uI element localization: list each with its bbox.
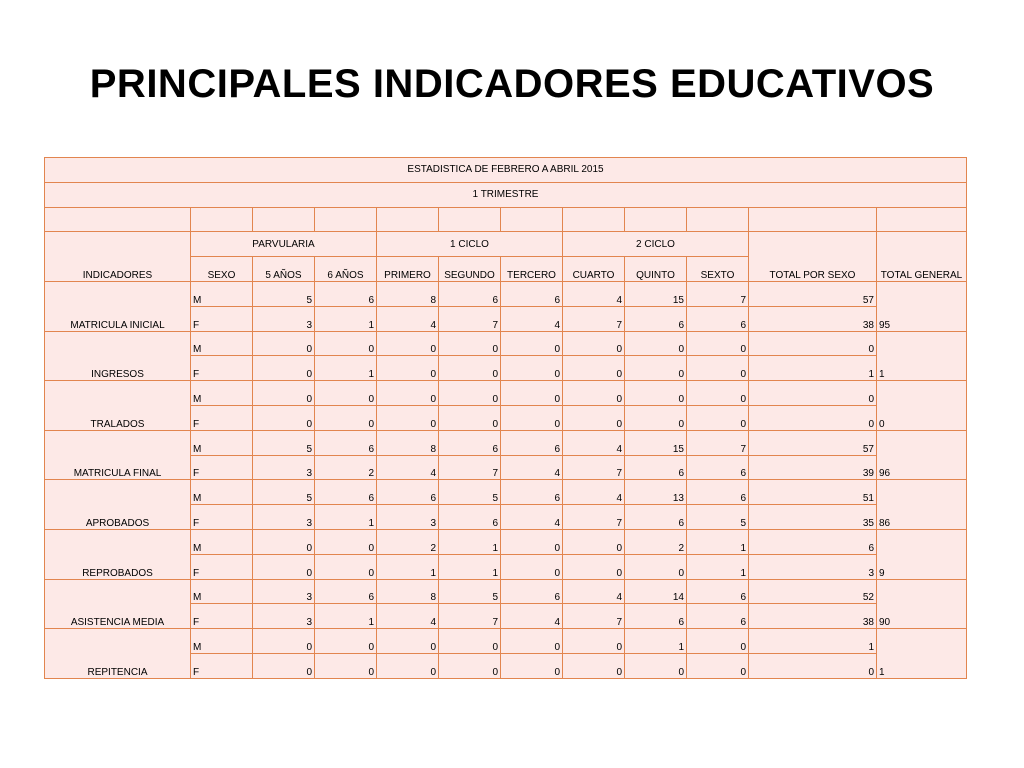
sex-cell: F: [191, 554, 253, 579]
total-general-cell: 86: [877, 480, 967, 530]
value-cell: 0: [563, 356, 625, 381]
value-cell: 0: [625, 653, 687, 678]
value-cell: 3: [253, 455, 315, 480]
value-cell: 8: [377, 430, 439, 455]
group-parvularia: PARVULARIA: [191, 232, 377, 257]
value-cell: 0: [253, 653, 315, 678]
value-cell: 0: [501, 653, 563, 678]
indicator-name: MATRICULA INICIAL: [45, 281, 191, 331]
value-cell: 6: [687, 455, 749, 480]
value-cell: 7: [439, 455, 501, 480]
header-cuarto: CUARTO: [563, 257, 625, 282]
sex-cell: M: [191, 529, 253, 554]
header-primero: PRIMERO: [377, 257, 439, 282]
value-cell: 6: [439, 505, 501, 530]
value-cell: 0: [439, 356, 501, 381]
sex-cell: F: [191, 604, 253, 629]
value-cell: 7: [563, 455, 625, 480]
value-cell: 14: [625, 579, 687, 604]
value-cell: 1: [687, 529, 749, 554]
value-cell: 6: [315, 579, 377, 604]
value-cell: 7: [563, 505, 625, 530]
value-cell: 6: [315, 281, 377, 306]
total-by-sex-cell: 6: [749, 529, 877, 554]
sex-cell: M: [191, 281, 253, 306]
total-by-sex-cell: 57: [749, 281, 877, 306]
value-cell: 6: [687, 604, 749, 629]
value-cell: 0: [625, 356, 687, 381]
table-row: [45, 480, 967, 505]
value-cell: 0: [439, 405, 501, 430]
value-cell: 0: [625, 381, 687, 406]
total-general-cell: 1: [877, 629, 967, 679]
value-cell: 1: [315, 604, 377, 629]
value-cell: 0: [563, 554, 625, 579]
sex-cell: F: [191, 356, 253, 381]
value-cell: 0: [687, 653, 749, 678]
value-cell: 4: [377, 604, 439, 629]
value-cell: 0: [625, 331, 687, 356]
indicator-name: TRALADOS: [45, 381, 191, 431]
value-cell: 6: [377, 480, 439, 505]
header-total-sexo: TOTAL POR SEXO: [749, 232, 877, 282]
value-cell: 0: [253, 529, 315, 554]
total-by-sex-cell: 52: [749, 579, 877, 604]
header-segundo: SEGUNDO: [439, 257, 501, 282]
value-cell: 0: [315, 405, 377, 430]
total-general-cell: 95: [877, 281, 967, 331]
value-cell: 0: [253, 629, 315, 654]
value-cell: 6: [687, 306, 749, 331]
value-cell: 15: [625, 430, 687, 455]
value-cell: 1: [315, 505, 377, 530]
value-cell: 0: [253, 405, 315, 430]
total-by-sex-cell: 0: [749, 653, 877, 678]
value-cell: 6: [501, 480, 563, 505]
stat-header: ESTADISTICA DE FEBRERO A ABRIL 2015: [45, 158, 967, 183]
indicator-name: MATRICULA FINAL: [45, 430, 191, 480]
value-cell: 5: [253, 430, 315, 455]
value-cell: 0: [315, 381, 377, 406]
value-cell: 6: [439, 430, 501, 455]
value-cell: 0: [687, 629, 749, 654]
value-cell: 4: [563, 430, 625, 455]
value-cell: 0: [501, 529, 563, 554]
value-cell: 5: [253, 480, 315, 505]
total-general-cell: 0: [877, 381, 967, 431]
value-cell: 3: [377, 505, 439, 530]
period-header: 1 TRIMESTRE: [45, 182, 967, 207]
value-cell: 8: [377, 579, 439, 604]
value-cell: 0: [253, 331, 315, 356]
indicator-name: REPITENCIA: [45, 629, 191, 679]
sex-cell: F: [191, 306, 253, 331]
total-by-sex-cell: 51: [749, 480, 877, 505]
total-general-cell: 96: [877, 430, 967, 480]
value-cell: 0: [377, 381, 439, 406]
total-by-sex-cell: 3: [749, 554, 877, 579]
value-cell: 0: [501, 629, 563, 654]
sex-cell: M: [191, 430, 253, 455]
value-cell: 0: [253, 356, 315, 381]
value-cell: 1: [625, 629, 687, 654]
header-indicadores: INDICADORES: [45, 232, 191, 282]
value-cell: 5: [687, 505, 749, 530]
value-cell: 0: [315, 653, 377, 678]
total-by-sex-cell: 1: [749, 629, 877, 654]
indicators-table: [44, 157, 967, 679]
value-cell: 6: [315, 430, 377, 455]
value-cell: 6: [501, 281, 563, 306]
group-ciclo2: 2 CICLO: [563, 232, 749, 257]
value-cell: 6: [625, 505, 687, 530]
value-cell: 0: [625, 554, 687, 579]
value-cell: 0: [501, 554, 563, 579]
header-tercero: TERCERO: [501, 257, 563, 282]
value-cell: 8: [377, 281, 439, 306]
value-cell: 0: [687, 331, 749, 356]
header-6-anos: 6 AÑOS: [315, 257, 377, 282]
value-cell: 3: [253, 306, 315, 331]
value-cell: 0: [563, 629, 625, 654]
total-by-sex-cell: 57: [749, 430, 877, 455]
sex-cell: M: [191, 331, 253, 356]
total-by-sex-cell: 39: [749, 455, 877, 480]
value-cell: 6: [625, 306, 687, 331]
table-row: [45, 331, 967, 356]
value-cell: 0: [315, 629, 377, 654]
value-cell: 5: [439, 579, 501, 604]
value-cell: 6: [625, 455, 687, 480]
header-sexto: SEXTO: [687, 257, 749, 282]
value-cell: 0: [687, 356, 749, 381]
sex-cell: F: [191, 405, 253, 430]
value-cell: 3: [253, 579, 315, 604]
value-cell: 1: [439, 554, 501, 579]
value-cell: 0: [253, 381, 315, 406]
value-cell: 4: [501, 455, 563, 480]
indicator-name: APROBADOS: [45, 480, 191, 530]
header-5-anos: 5 AÑOS: [253, 257, 315, 282]
value-cell: 0: [439, 381, 501, 406]
value-cell: 6: [625, 604, 687, 629]
indicator-name: REPROBADOS: [45, 529, 191, 579]
table-row: [45, 430, 967, 455]
value-cell: 2: [625, 529, 687, 554]
value-cell: 0: [625, 405, 687, 430]
header-sexo: SEXO: [191, 257, 253, 282]
value-cell: 0: [377, 405, 439, 430]
value-cell: 13: [625, 480, 687, 505]
value-cell: 7: [439, 604, 501, 629]
sex-cell: F: [191, 653, 253, 678]
total-general-cell: 90: [877, 579, 967, 629]
value-cell: 7: [563, 604, 625, 629]
sex-cell: M: [191, 480, 253, 505]
sex-cell: F: [191, 455, 253, 480]
total-general-cell: 1: [877, 331, 967, 381]
value-cell: 7: [687, 281, 749, 306]
value-cell: 5: [439, 480, 501, 505]
table-row: [45, 629, 967, 654]
value-cell: 1: [315, 356, 377, 381]
value-cell: 4: [377, 306, 439, 331]
total-by-sex-cell: 0: [749, 381, 877, 406]
value-cell: 0: [501, 356, 563, 381]
value-cell: 1: [315, 306, 377, 331]
value-cell: 2: [377, 529, 439, 554]
value-cell: 4: [501, 604, 563, 629]
value-cell: 0: [563, 331, 625, 356]
value-cell: 4: [377, 455, 439, 480]
value-cell: 6: [687, 480, 749, 505]
value-cell: 2: [315, 455, 377, 480]
value-cell: 7: [563, 306, 625, 331]
value-cell: 7: [439, 306, 501, 331]
group-ciclo1: 1 CICLO: [377, 232, 563, 257]
value-cell: 0: [563, 405, 625, 430]
value-cell: 0: [501, 381, 563, 406]
value-cell: 4: [563, 579, 625, 604]
value-cell: 0: [377, 331, 439, 356]
total-by-sex-cell: 38: [749, 306, 877, 331]
value-cell: 0: [439, 629, 501, 654]
value-cell: 0: [687, 381, 749, 406]
value-cell: 4: [501, 505, 563, 530]
value-cell: 0: [315, 529, 377, 554]
value-cell: 0: [377, 629, 439, 654]
value-cell: 1: [439, 529, 501, 554]
sex-cell: M: [191, 629, 253, 654]
sex-cell: M: [191, 579, 253, 604]
value-cell: 5: [253, 281, 315, 306]
value-cell: 15: [625, 281, 687, 306]
value-cell: 6: [439, 281, 501, 306]
page-title: PRINCIPALES INDICADORES EDUCATIVOS: [89, 62, 935, 106]
value-cell: 0: [501, 405, 563, 430]
sex-cell: M: [191, 381, 253, 406]
table-row: [45, 529, 967, 554]
sex-cell: F: [191, 505, 253, 530]
value-cell: 0: [687, 405, 749, 430]
value-cell: 0: [439, 331, 501, 356]
value-cell: 0: [439, 653, 501, 678]
value-cell: 0: [315, 554, 377, 579]
value-cell: 0: [563, 529, 625, 554]
value-cell: 0: [377, 653, 439, 678]
value-cell: 0: [253, 554, 315, 579]
value-cell: 1: [687, 554, 749, 579]
value-cell: 0: [377, 356, 439, 381]
table-row: [45, 579, 967, 604]
total-by-sex-cell: 38: [749, 604, 877, 629]
indicator-name: INGRESOS: [45, 331, 191, 381]
value-cell: 3: [253, 604, 315, 629]
value-cell: 6: [687, 579, 749, 604]
indicator-name: ASISTENCIA MEDIA: [45, 579, 191, 629]
value-cell: 7: [687, 430, 749, 455]
value-cell: 4: [563, 480, 625, 505]
value-cell: 6: [501, 430, 563, 455]
value-cell: 0: [315, 331, 377, 356]
total-by-sex-cell: 35: [749, 505, 877, 530]
value-cell: 0: [563, 381, 625, 406]
value-cell: 0: [563, 653, 625, 678]
header-quinto: QUINTO: [625, 257, 687, 282]
value-cell: 6: [315, 480, 377, 505]
table-row: [45, 381, 967, 406]
empty-row: [45, 207, 967, 232]
value-cell: 0: [501, 331, 563, 356]
value-cell: 1: [377, 554, 439, 579]
value-cell: 4: [563, 281, 625, 306]
total-by-sex-cell: 0: [749, 405, 877, 430]
total-general-cell: 9: [877, 529, 967, 579]
table-row: [45, 281, 967, 306]
value-cell: 4: [501, 306, 563, 331]
total-by-sex-cell: 1: [749, 356, 877, 381]
value-cell: 6: [501, 579, 563, 604]
total-by-sex-cell: 0: [749, 331, 877, 356]
value-cell: 3: [253, 505, 315, 530]
header-total-general: TOTAL GENERAL: [877, 232, 967, 282]
